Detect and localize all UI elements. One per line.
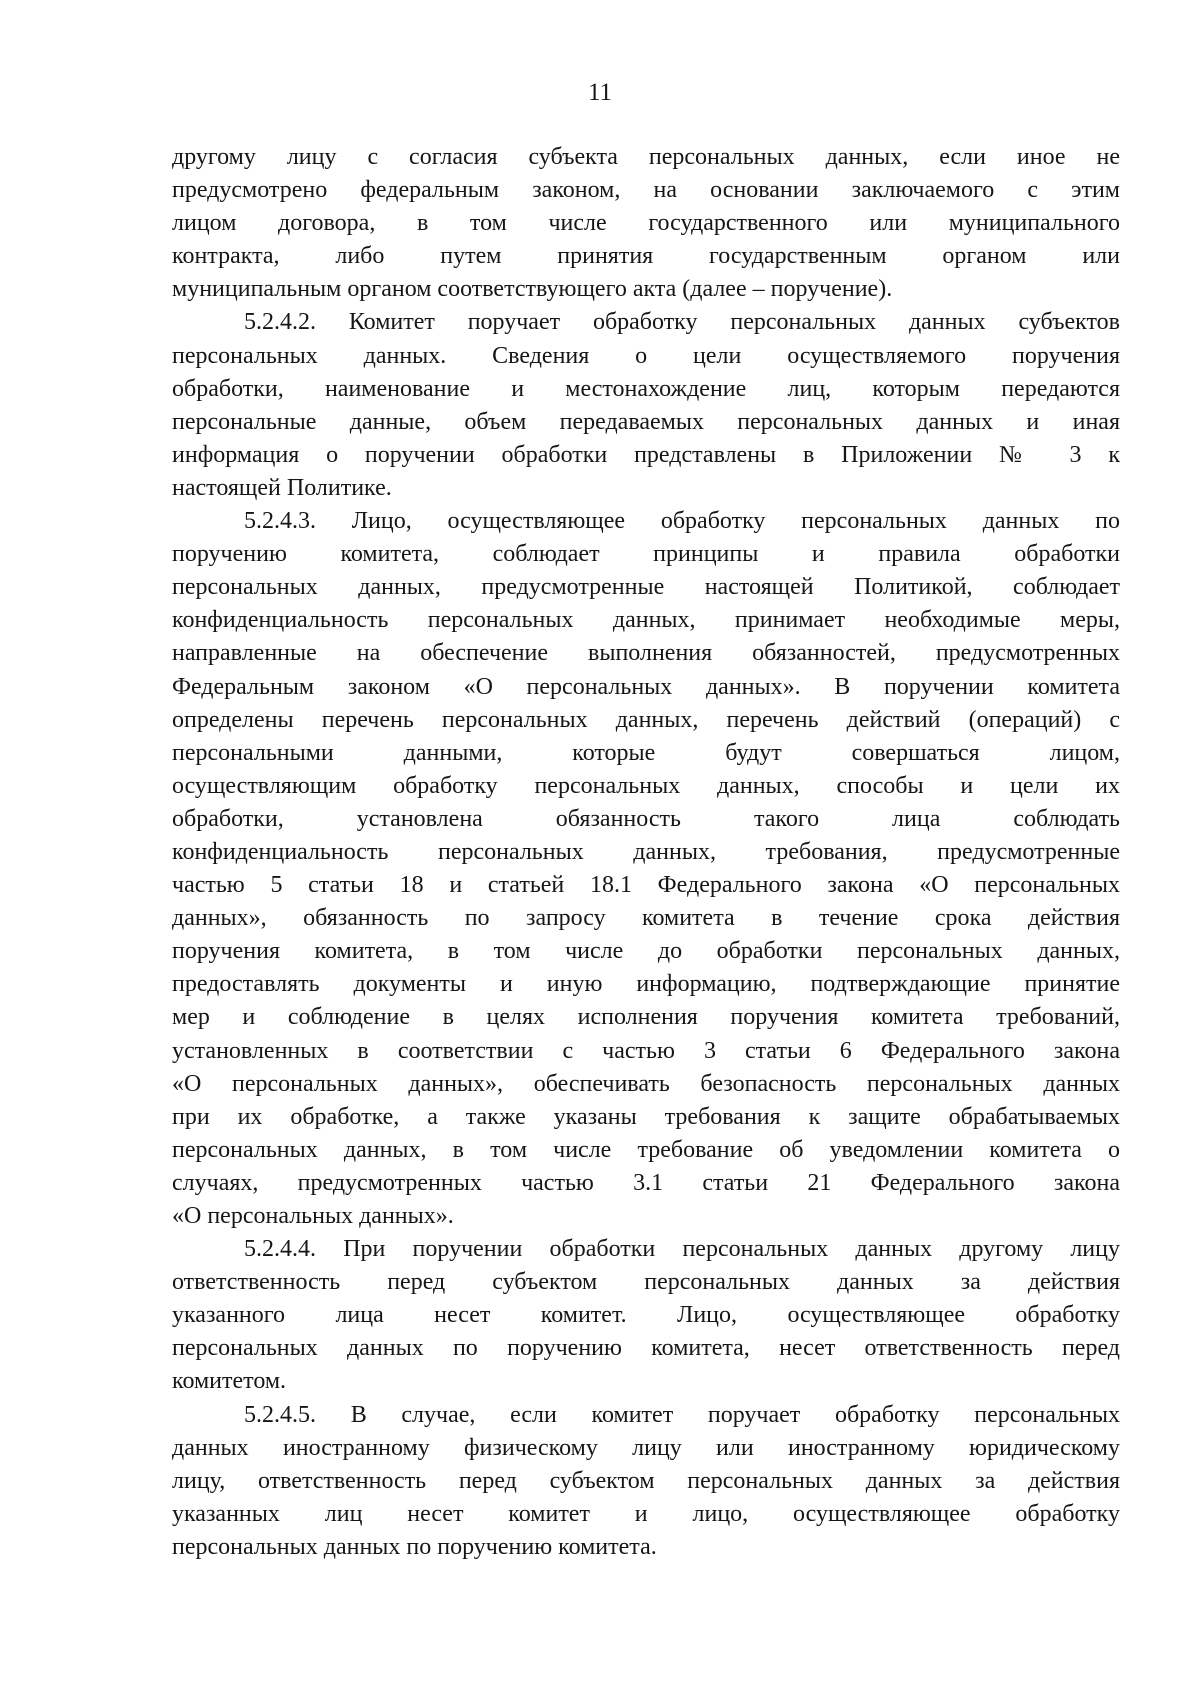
text-line: комитетом. (172, 1368, 287, 1395)
text-line: персональных данных. Сведения о цели осуществляемого поручения (172, 342, 1120, 369)
text-line: контракта, либо путем принятия государственным органом или (172, 243, 1120, 270)
text-line: 5.2.4.2. Комитет поручает обработку персональных данных субъектов (244, 309, 1120, 336)
paragraph-5-2-4-3 (172, 505, 1120, 1233)
text-line: определены перечень персональных данных, перечень действий (операций) с (172, 706, 1120, 733)
text-line: Федеральным законом «О персональных данных». В поручении комитета (172, 673, 1120, 700)
text-line: персональные данные, объем передаваемых персональных данных и иная (172, 408, 1120, 435)
text-line: информация о поручении обработки представлены в Приложении № 3 к (172, 441, 1120, 468)
text-line: 5.2.4.5. В случае, если комитет поручает обработку персональных (244, 1401, 1120, 1428)
text-line: персональных данных по поручению комитета, несет ответственность перед (172, 1335, 1120, 1362)
text-line: конфиденциальность персональных данных, требования, предусмотренные (172, 838, 1120, 865)
text-line: поручению комитета, соблюдает принципы и правила обработки (172, 541, 1120, 568)
text-line: персональными данными, которые будут совершаться лицом, (172, 739, 1120, 766)
text-line: лицом договора, в том числе государственного или муниципального (172, 210, 1120, 237)
text-line: установленных в соответствии с частью 3 статьи 6 Федерального закона (172, 1037, 1120, 1064)
text-line: поручения комитета, в том числе до обработки персональных данных, (172, 938, 1120, 965)
paragraph-5-2-4-2 (172, 306, 1120, 505)
paragraph-5-2-4-4 (172, 1233, 1120, 1398)
text-line: муниципальным органом соответствующего акта (далее – поручение). (172, 276, 893, 303)
paragraph-continuation (172, 141, 1120, 306)
text-line: обработки, наименование и местонахождение лиц, которым передаются (172, 375, 1120, 402)
text-line: персональных данных по поручению комитета. (172, 1533, 657, 1560)
text-line: предоставлять документы и иную информацию, подтверждающие принятие (172, 971, 1120, 998)
document-body (172, 141, 1120, 1564)
text-line: 5.2.4.4. При поручении обработки персональных данных другому лицу (244, 1236, 1120, 1263)
text-line: «О персональных данных». (172, 1203, 454, 1229)
text-line: данных иностранному физическому лицу или иностранному юридическому (172, 1434, 1120, 1461)
text-line: конфиденциальность персональных данных, принимает необходимые меры, (172, 607, 1120, 634)
text-line: указанного лица несет комитет. Лицо, осуществляющее обработку (172, 1302, 1120, 1329)
text-line: обработки, установлена обязанность такого лица соблюдать (172, 805, 1120, 832)
text-line: лицу, ответственность перед субъектом персональных данных за действия (172, 1467, 1120, 1494)
paragraph-5-2-4-5 (172, 1399, 1120, 1564)
text-line: ответственность перед субъектом персональных данных за действия (172, 1269, 1120, 1296)
text-line: направленные на обеспечение выполнения обязанностей, предусмотренных (172, 640, 1120, 667)
text-line: осуществляющим обработку персональных данных, способы и цели их (172, 772, 1120, 799)
text-line: персональных данных, предусмотренные настоящей Политикой, соблюдает (172, 574, 1120, 601)
text-line: частью 5 статьи 18 и статьей 18.1 Федерального закона «О персональных (172, 872, 1120, 899)
text-line: мер и соблюдение в целях исполнения поручения комитета требований, (172, 1004, 1120, 1031)
text-line: предусмотрено федеральным законом, на основании заключаемого с этим (172, 177, 1120, 204)
text-line: при их обработке, а также указаны требования к защите обрабатываемых (172, 1103, 1120, 1130)
text-line: случаях, предусмотренных частью 3.1 статьи 21 Федерального закона (172, 1169, 1120, 1196)
text-line: «О персональных данных», обеспечивать безопасность персональных данных (172, 1070, 1120, 1097)
text-line: настоящей Политике. (172, 474, 392, 501)
text-line: 5.2.4.3. Лицо, осуществляющее обработку персональных данных по (244, 508, 1120, 535)
text-line: другому лицу с согласия субъекта персональных данных, если иное не (172, 144, 1120, 170)
text-line: указанных лиц несет комитет и лицо, осуществляющее обработку (172, 1500, 1120, 1527)
page-number: 11 (587, 79, 613, 106)
text-line: персональных данных, в том числе требование об уведомлении комитета о (172, 1136, 1120, 1163)
text-line: данных», обязанность по запросу комитета в течение срока действия (172, 905, 1120, 932)
